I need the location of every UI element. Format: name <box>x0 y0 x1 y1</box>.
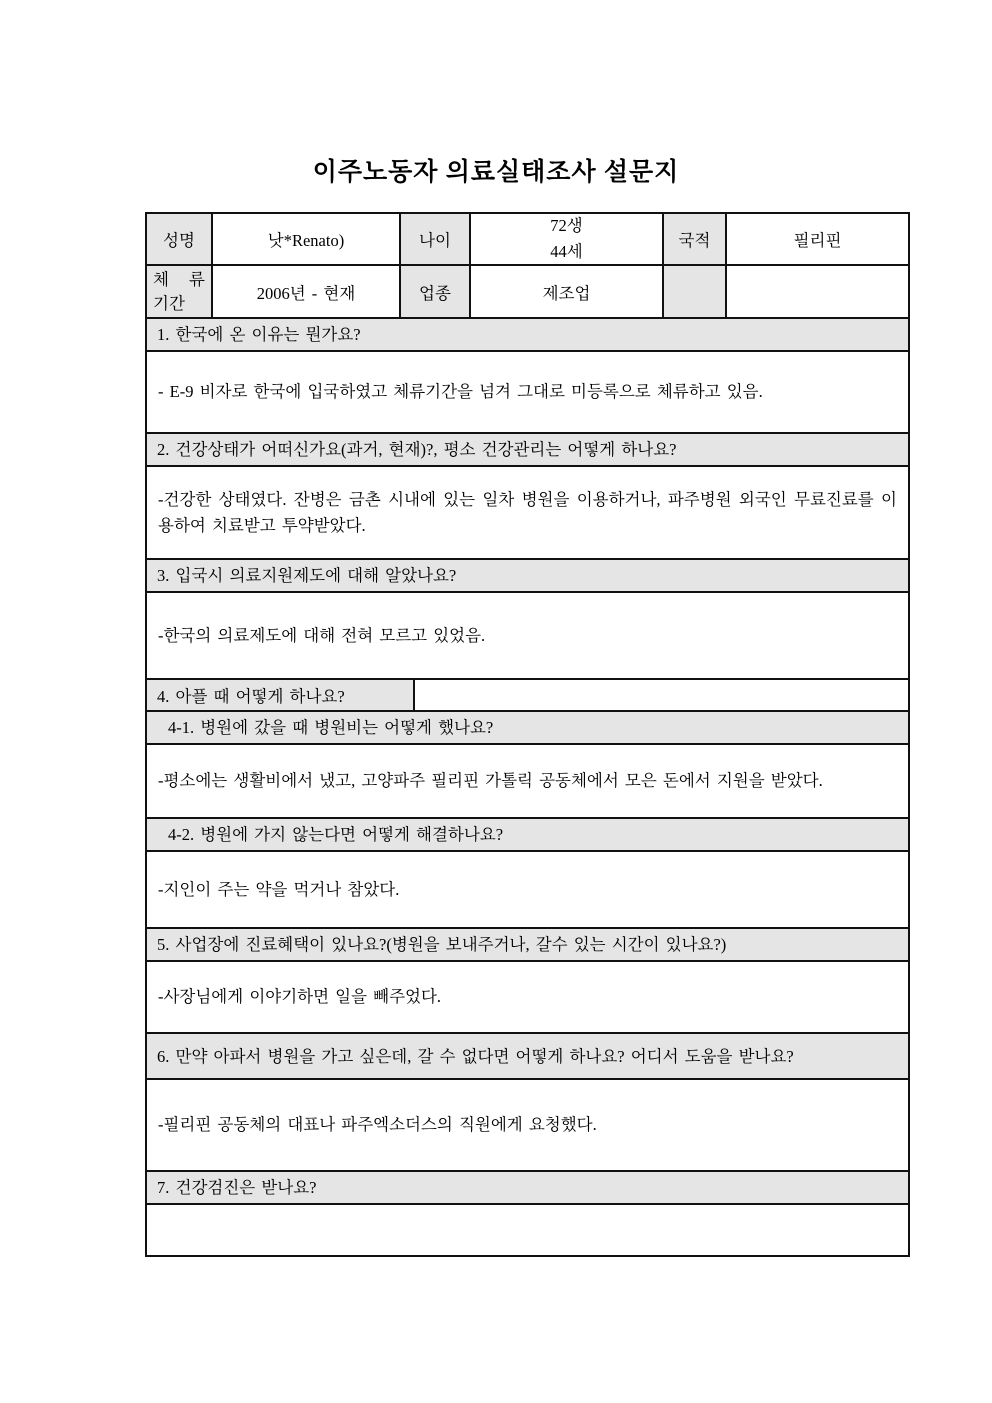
field-industry-label: 업종 <box>401 266 471 317</box>
question-4-empty-cell <box>415 680 908 710</box>
field-name-label: 성명 <box>147 214 213 264</box>
question-5-label: 5. 사업장에 진료혜택이 있나요?(병원을 보내주거나, 갈수 있는 시간이 있나요?) <box>157 935 727 954</box>
question-6-header <box>147 1034 908 1080</box>
question-3-header <box>147 560 908 593</box>
answer-6-cell <box>147 1080 908 1172</box>
question-5-header <box>147 929 908 962</box>
field-stay-value: 2006년 - 현재 <box>213 266 401 317</box>
question-2-header <box>147 434 908 467</box>
question-4-2-header <box>147 819 908 852</box>
field-industry-value: 제조업 <box>471 266 664 317</box>
question-1-header <box>147 319 908 352</box>
answer-3-text: -한국의 의료제도에 대해 전혀 모르고 있었음. <box>158 625 486 645</box>
answer-4-2-text: -지인이 주는 약을 먹거나 참았다. <box>158 879 400 899</box>
question-6-label: 6. 만약 아파서 병원을 가고 싶은데, 갈 수 없다면 어떻게 하나요? 어디서 도움을 받나요? <box>157 1046 794 1066</box>
question-2-label: 2. 건강상태가 어떠신가요(과거, 현재)?, 평소 건강관리는 어떻게 하나요? <box>157 440 677 459</box>
answer-2-cell <box>147 467 908 560</box>
answer-7-cell <box>147 1205 908 1255</box>
field-stay-label-line1: 체 류 <box>153 269 205 289</box>
field-empty-label <box>664 266 727 317</box>
question-4-1-label: 4-1. 병원에 갔을 때 병원비는 어떻게 했나요? <box>168 718 494 737</box>
answer-4-1-text: -평소에는 생활비에서 냈고, 고양파주 필리핀 가톨릭 공동체에서 모은 돈에서 지원을 받았다. <box>158 771 823 790</box>
field-empty-value <box>727 266 908 317</box>
question-4-row <box>147 680 908 712</box>
field-stay-label-line2: 기간 <box>153 293 185 313</box>
survey-form-table <box>145 212 910 1257</box>
question-3-label: 3. 입국시 의료지원제도에 대해 알았나요? <box>157 566 457 585</box>
document-title: 이주노동자 의료실태조사 설문지 <box>312 159 680 186</box>
field-stay-label <box>147 266 213 317</box>
answer-1-text: - E-9 비자로 한국에 입국하였고 체류기간을 넘겨 그대로 미등록으로 체류하고 있음. <box>158 382 763 401</box>
question-4-header <box>147 680 415 710</box>
answer-2-text: -건강한 상태였다. 잔병은 금촌 시내에 있는 일차 병원을 이용하거나, 파주병원 외국인 무료진료를 이용하여 치료받고 투약받았다. <box>158 489 897 535</box>
answer-4-2-cell <box>147 852 908 929</box>
question-7-header <box>147 1172 908 1205</box>
answer-5-text: -사장님에게 이야기하면 일을 빼주었다. <box>158 987 442 1006</box>
field-age-label: 나이 <box>401 214 471 264</box>
field-name-value: 낫*Renato) <box>213 214 401 264</box>
question-1-label: 1. 한국에 온 이유는 뭔가요? <box>157 325 361 344</box>
question-7-label: 7. 건강검진은 받나요? <box>157 1178 317 1197</box>
answer-3-cell <box>147 593 908 680</box>
answer-4-1-cell <box>147 745 908 819</box>
answer-5-cell <box>147 962 908 1034</box>
field-age-value-line1: 72생 <box>550 216 583 235</box>
answer-1-cell <box>147 352 908 434</box>
field-nationality-label: 국적 <box>664 214 727 264</box>
field-age-value <box>471 214 664 264</box>
question-4-1-header <box>147 712 908 745</box>
info-row-1 <box>147 214 908 266</box>
field-age-value-line2: 44세 <box>550 242 583 261</box>
field-nationality-value: 필리핀 <box>727 214 908 264</box>
answer-6-text: -필리핀 공동체의 대표나 파주엑소더스의 직원에게 요청했다. <box>158 1115 597 1134</box>
info-row-2 <box>147 266 908 319</box>
question-4-2-label: 4-2. 병원에 가지 않는다면 어떻게 해결하나요? <box>168 825 504 844</box>
question-4-label: 4. 아플 때 어떻게 하나요? <box>157 687 345 706</box>
